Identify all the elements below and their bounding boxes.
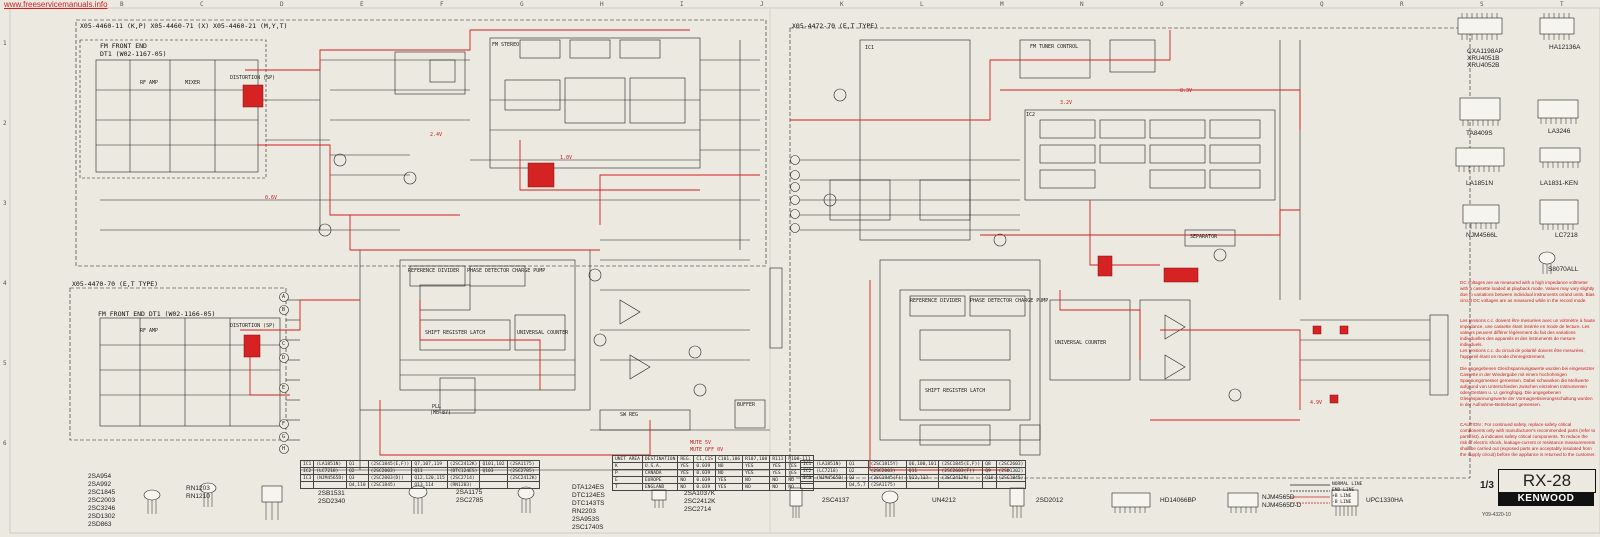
- destination-table: [612, 455, 814, 491]
- terminal-label: B: [282, 307, 286, 313]
- table-cell: IC3: [801, 475, 814, 482]
- ic-name: TA8409S: [1466, 130, 1493, 137]
- table-cell: [507, 482, 540, 489]
- voltage-annotation: 0.6V: [265, 195, 278, 201]
- part-name: 2SD2012: [1036, 497, 1064, 504]
- table-header-cell: R111: [770, 456, 786, 463]
- table-cell: [983, 482, 996, 489]
- column-marker: S: [1480, 1, 1484, 8]
- voltage-note-en: DC voltages are as measured with a high impedance voltmeter with a cassette loaded at playback mode. Values may vary slightly due to variations between individual instruments or/and units. Bias circuit DC voltages are as measured while in the record mode.: [1460, 280, 1595, 303]
- table-cell: IC1: [801, 461, 814, 468]
- table-cell: NO: [786, 477, 813, 484]
- table-header-row: [613, 456, 814, 463]
- part-name: DTA124ES DTC124ES DTC143TS RN2203 2SA953S 2SC1740S: [572, 484, 605, 531]
- document-number: Y09-4320-10: [1482, 512, 1511, 518]
- column-marker: O: [1160, 1, 1164, 8]
- table-cell: IC3: [301, 475, 314, 482]
- reference-divider-label: REFERENCE DIVIDER: [910, 298, 962, 304]
- table-cell: Q10: [983, 475, 996, 482]
- table-cell: [814, 482, 847, 489]
- table-cell: (2SD1302): [996, 468, 1026, 475]
- universal-counter-label: UNIVERSAL COUNTER: [517, 330, 569, 336]
- ic-name: LA3246: [1548, 128, 1571, 135]
- table-cell: U.S.A.: [642, 463, 677, 470]
- table-header-cell: R108-111: [786, 456, 813, 463]
- row-marker: 2: [3, 120, 7, 127]
- table-cell: (2SC1845): [368, 482, 412, 489]
- row-marker: 1: [3, 40, 7, 47]
- table-cell: NO: [743, 484, 770, 491]
- table-cell: (2SC1815Y): [868, 461, 906, 468]
- table-header-cell: R107,108: [743, 456, 770, 463]
- pll-ic-label: (MB 87): [430, 410, 452, 416]
- table-cell: [801, 482, 814, 489]
- phase-detector-label: PHASE DETECTOR CHARGE PUMP: [970, 298, 1049, 304]
- row-marker: 5: [3, 360, 7, 367]
- table-cell: Q6,100,101: [906, 461, 939, 468]
- table-cell: [480, 482, 507, 489]
- table-cell: NO: [716, 463, 743, 470]
- table-cell: Q2: [346, 468, 368, 475]
- left-top-block: [76, 20, 766, 266]
- voltage-note-de: Die angegebenen Gleichspannungswerte wurden bei eingesetzter Cassette in der Wiedergabe mit einem hochohmigen Spannungsmesser gemessen. Dabei schwanken die Meßwerte aufgrund von Unterschieden zwischen einzelnen Instrumenten oder Geräten u. U. geringfügig. Die angegebenen Gleichspannungswerte der Vormagnetisierungsschaltung wurden in der Aufnahme-Betriebsart gemessen.: [1460, 366, 1595, 407]
- distortion-label: DISTORTION (SP): [230, 75, 276, 81]
- left-top-frontend-id: DT1 (W02-1167-05): [100, 50, 167, 58]
- table-cell: ENGLAND: [642, 484, 677, 491]
- table-cell: (RN1203): [447, 482, 480, 489]
- row-marker: 6: [3, 440, 7, 447]
- table-cell: E: [613, 477, 643, 484]
- part-name: UN4212: [932, 497, 956, 504]
- table-cell: 0.039: [694, 484, 716, 491]
- ic-name: LA1851N: [1466, 180, 1494, 187]
- table-cell: Q2: [846, 468, 868, 475]
- ic-name: LA1831-KEN: [1540, 180, 1578, 187]
- table-cell: Q4,5,7: [846, 482, 868, 489]
- table-cell: (DTC124ES): [447, 468, 480, 475]
- column-marker: P: [1240, 1, 1244, 8]
- table-cell: Q11: [412, 468, 447, 475]
- ic-name: S8070ALL: [1548, 266, 1579, 273]
- table-row: [801, 482, 1026, 489]
- table-row: [801, 461, 1026, 468]
- rf-amp-label: RF AMP: [140, 328, 159, 334]
- table-cell: IC1: [301, 461, 314, 468]
- table-cell: Q1: [346, 461, 368, 468]
- table-row: [801, 475, 1026, 482]
- table-row: [301, 475, 540, 482]
- table-row: [613, 470, 814, 477]
- ic-name: HA12136A: [1549, 44, 1581, 51]
- table-cell: NO: [678, 484, 694, 491]
- phase-detector-label: PHASE DETECTOR CHARGE PUMP: [467, 268, 546, 274]
- table-cell: [301, 482, 314, 489]
- table-cell: YES: [716, 477, 743, 484]
- table-cell: 0.039: [694, 477, 716, 484]
- table-cell: (NJM4565D): [814, 475, 847, 482]
- table-cell: (LA1851N): [814, 461, 847, 468]
- table-cell: T: [613, 484, 643, 491]
- table-header-cell: C101,106: [716, 456, 743, 463]
- terminal-label: F: [282, 421, 286, 427]
- table-cell: (2SC1845(E,F)): [939, 461, 983, 468]
- table-cell: (2SC2785): [507, 468, 540, 475]
- table-row: [613, 477, 814, 484]
- table-cell: Q1: [846, 461, 868, 468]
- ic1-label: IC1: [865, 45, 875, 51]
- table-cell: 0.039: [694, 470, 716, 477]
- terminal-label: C: [282, 341, 286, 347]
- table-cell: (NJM4565D): [314, 475, 347, 482]
- column-marker: L: [920, 1, 924, 8]
- table-cell: (2SC1845): [996, 475, 1026, 482]
- voltage-annotation: 2.4V: [430, 132, 443, 138]
- table-cell: YES: [716, 484, 743, 491]
- model-name: RX-28: [1498, 469, 1596, 493]
- table-cell: (LA1851N): [314, 461, 347, 468]
- table-cell: YES: [743, 470, 770, 477]
- watermark-url[interactable]: www.freeservicemanuals.info: [4, 0, 108, 9]
- table-cell: NO: [743, 477, 770, 484]
- column-marker: G: [520, 1, 524, 8]
- ic-name: CXA1198AP XRU4051B XRU4052B: [1467, 48, 1504, 69]
- right-block: [790, 28, 1470, 478]
- table-cell: YES: [786, 470, 813, 477]
- rf-amp-label: RF AMP: [140, 80, 159, 86]
- left-top-variant-label: X05-4460-11 (K,P) X05-4460-71 (X) X05-4460-21 (M,Y,T): [80, 22, 288, 30]
- terminal-label: E: [282, 385, 286, 391]
- fm-stereo-label: FM STEREO: [492, 42, 520, 48]
- table-cell: IC2: [301, 468, 314, 475]
- table-cell: [996, 482, 1026, 489]
- table-cell: NO: [678, 477, 694, 484]
- column-marker: I: [680, 1, 684, 8]
- part-name: 2SC4137: [822, 497, 850, 504]
- table-cell: IC2: [801, 468, 814, 475]
- table-cell: NO: [716, 470, 743, 477]
- table-cell: [939, 482, 983, 489]
- buffer-label: BUFFER: [737, 402, 756, 408]
- table-cell: (2SC1845(F)): [868, 475, 906, 482]
- highlighted-components: [243, 85, 1348, 403]
- table-header-cell: DESTINATION: [642, 456, 677, 463]
- shift-register-label: SHIFT REGISTER LATCH: [425, 330, 486, 336]
- table-row: [801, 468, 1026, 475]
- table-cell: Q3: [846, 475, 868, 482]
- terminal-label: D: [282, 355, 286, 361]
- right-parts-table: [800, 460, 1026, 489]
- table-cell: (2SC2603(F)): [939, 468, 983, 475]
- part-name: 2SB1531 2SD2340: [318, 490, 346, 505]
- table-cell: K: [613, 463, 643, 470]
- table-cell: (2SA1175): [868, 482, 906, 489]
- table-cell: (2SC2412K): [447, 461, 480, 468]
- table-cell: Q101,102: [480, 461, 507, 468]
- left-bottom-frontend-label: FM FRONT END DT1 (W02-1166-05): [98, 310, 216, 318]
- mixer-label: MIXER: [185, 80, 201, 86]
- table-cell: (LC7218): [314, 468, 347, 475]
- table-cell: Q8: [983, 461, 996, 468]
- center-pll-block: [300, 240, 782, 470]
- table-cell: [314, 482, 347, 489]
- part-name: 2SA954 2SA992 2SC1845 2SC2003 2SC3246 2SD1302 2SD863: [88, 473, 116, 528]
- table-cell: (LC7218): [814, 468, 847, 475]
- legend-end-line: END LINE: [1332, 488, 1355, 493]
- column-marker: Q: [1320, 1, 1324, 8]
- column-marker: C: [200, 1, 204, 8]
- table-cell: (2SC2412K): [507, 475, 540, 482]
- left-parts-table: [300, 460, 540, 489]
- table-header-cell: REG.: [678, 456, 694, 463]
- mute-annotation: MUTE 5V: [690, 440, 712, 446]
- right-variant-label: X05-4472-70 (E,T TYPE): [792, 22, 879, 30]
- shift-register-label: SHIFT REGISTER LATCH: [925, 388, 986, 394]
- universal-counter-label: UNIVERSAL COUNTER: [1055, 340, 1107, 346]
- table-row: [613, 463, 814, 470]
- table-cell: [480, 475, 507, 482]
- column-marker: E: [360, 1, 364, 8]
- row-marker: 4: [3, 280, 7, 287]
- table-header-cell: UNIT AREA: [613, 456, 643, 463]
- part-name: 2SA1175 2SC2785: [456, 489, 484, 504]
- ic2-label: IC2: [1026, 112, 1036, 118]
- voltage-annotation: 3.2V: [1060, 100, 1073, 106]
- terminal-label: A: [282, 294, 286, 300]
- table-cell: NO: [770, 484, 786, 491]
- column-marker: R: [1400, 1, 1404, 8]
- distortion-label: DISTORTION (SP): [230, 323, 276, 329]
- brand-logo: KENWOOD: [1498, 492, 1594, 506]
- legend-minus-b-line: -B LINE: [1332, 500, 1352, 505]
- table-header-cell: C1,C1S: [694, 456, 716, 463]
- table-cell: (2SC1845(E,F)): [368, 461, 412, 468]
- ic-name: NJM4566L: [1466, 232, 1498, 239]
- table-cell: NO: [786, 484, 813, 491]
- mute-annotation: MUTE OFF 0V: [690, 447, 724, 453]
- table-cell: NO: [770, 477, 786, 484]
- pll-label: PLL: [432, 404, 442, 410]
- voltage-note-fr: Les tensions c.c. doivent être mesurées avec un voltmètre à haute impédance, une cassette étant insérée en mode de lecture. Les valeurs peuvent différer légèrement du fait des variations individuelles des appareils et des instruments de mesure individuels.: [1460, 318, 1596, 347]
- table-cell: YES: [770, 463, 786, 470]
- part-name: RN1203 RN1210: [186, 485, 210, 500]
- table-cell: Q11: [906, 468, 939, 475]
- table-cell: P: [613, 470, 643, 477]
- table-cell: YES: [743, 463, 770, 470]
- sw-reg-label: SW REG: [620, 412, 639, 418]
- table-cell: Q12,120,115: [412, 475, 447, 482]
- table-cell: Q9: [983, 468, 996, 475]
- part-name: 2SA1037K 2SC2412K 2SC2714: [684, 490, 716, 513]
- column-marker: T: [1560, 1, 1564, 8]
- voltage-note-fr2: Les tensions c.c. du circuit de polarité doivent être mesurées, l'appareil étant en mode d'enregistrement.: [1460, 348, 1585, 359]
- column-marker: N: [1080, 1, 1084, 8]
- legend-normal-line: NORMAL LINE: [1332, 482, 1363, 487]
- table-cell: Q3: [346, 475, 368, 482]
- voltage-annotation: 1.0V: [560, 155, 573, 161]
- column-marker: B: [120, 1, 124, 8]
- terminal-label: G: [282, 434, 286, 440]
- part-name: HD14066BP: [1160, 497, 1197, 504]
- table-cell: CANADA: [642, 470, 677, 477]
- column-marker: H: [600, 1, 604, 8]
- table-cell: (2SC2603): [996, 461, 1026, 468]
- column-marker: F: [440, 1, 444, 8]
- table-row: [301, 482, 540, 489]
- caution-note: CAUTION : For continued safety, replace safety critical components only with manufacturer's recommended parts (refer to parts list). Δ indicates safety critical components. To reduce the risk of electric shock, leakage-current or resistance measurements shall be carried out (exposed parts are acceptably insulated from the supply circuit) before the appliance is returned to the customer.: [1460, 422, 1596, 457]
- column-marker: M: [1000, 1, 1004, 8]
- left-bottom-variant-label: X05-4470-70 (E,T TYPE): [72, 280, 159, 288]
- table-cell: Q12,113: [906, 475, 939, 482]
- table-cell: (2SA1175): [507, 461, 540, 468]
- table-cell: EUROPE: [642, 477, 677, 484]
- column-marker: D: [280, 1, 284, 8]
- voltage-annotation: 4.9V: [1310, 400, 1323, 406]
- table-cell: (2SC2412K): [939, 475, 983, 482]
- table-cell: (2SC2003): [368, 468, 412, 475]
- sheet-number: 1/3: [1480, 480, 1494, 491]
- voltage-annotation: 8.3V: [1180, 88, 1193, 94]
- table-cell: (2SC2714): [447, 475, 480, 482]
- legend-plus-b-line: +B LINE: [1332, 494, 1352, 499]
- column-marker: J: [760, 1, 764, 8]
- ic-name: LC7218: [1555, 232, 1578, 239]
- reference-divider-label: REFERENCE DIVIDER: [408, 268, 460, 274]
- separator-label: SEPARATOR: [1190, 234, 1218, 240]
- table-row: [301, 468, 540, 475]
- table-cell: YES: [678, 463, 694, 470]
- part-name: NJM4565D NJM4565D-D: [1262, 494, 1302, 509]
- table-cell: Q7,107,119: [412, 461, 447, 468]
- table-cell: YES: [770, 470, 786, 477]
- table-cell: Q13,114: [412, 482, 447, 489]
- part-name: UPC1330HA: [1366, 497, 1404, 504]
- column-marker: K: [840, 1, 844, 8]
- terminal-label: H: [282, 446, 286, 452]
- table-cell: YES: [786, 463, 813, 470]
- table-cell: (2SC2003): [868, 468, 906, 475]
- fm-tuner-label: FM TUNER CONTROL: [1030, 44, 1079, 50]
- row-marker: 3: [3, 200, 7, 207]
- left-top-frontend-label: FM FRONT END: [100, 42, 147, 50]
- table-cell: [906, 482, 939, 489]
- table-cell: 0.039: [694, 463, 716, 470]
- table-cell: (2SC2003(D)): [368, 475, 412, 482]
- table-cell: Q103: [480, 468, 507, 475]
- table-cell: YES: [678, 470, 694, 477]
- table-cell: Q4,110: [346, 482, 368, 489]
- table-row: [301, 461, 540, 468]
